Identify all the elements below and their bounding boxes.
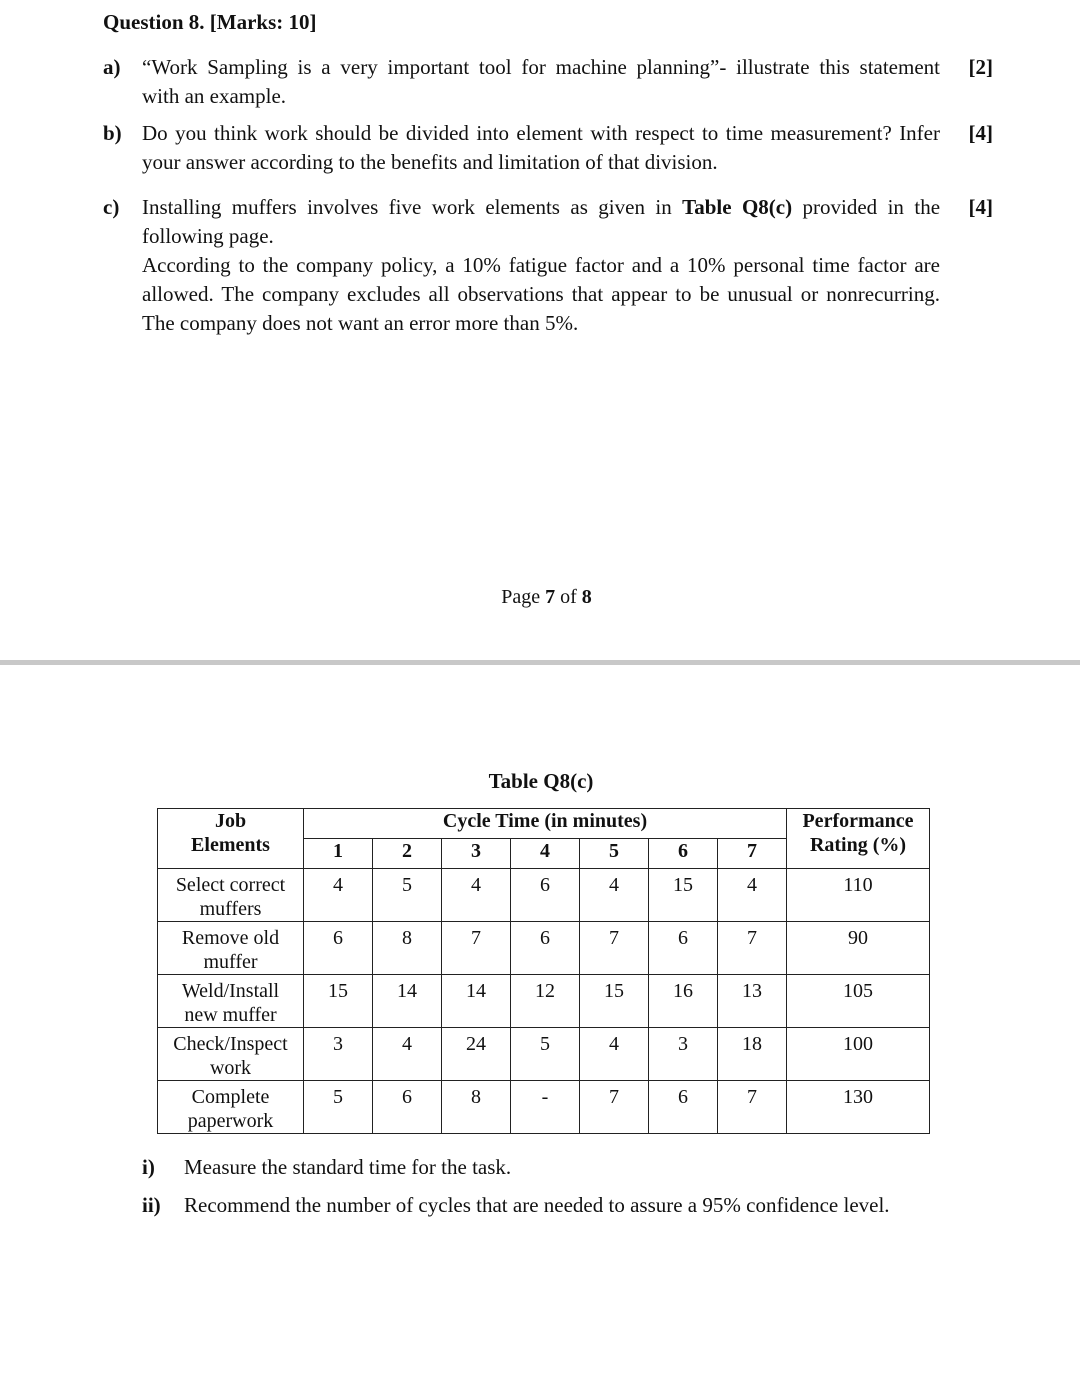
subquestion-text: Recommend the number of cycles that are needed to assure a 95% confidence level.	[184, 1193, 890, 1217]
table-row	[158, 1081, 930, 1134]
page-7	[0, 0, 1080, 660]
cycle-time-cell: 12	[511, 975, 580, 1028]
footer-current-page: 7	[545, 586, 556, 608]
footer-of: of	[560, 586, 577, 608]
cycle-time-cell: 6	[649, 922, 718, 975]
cycle-time-cell: 7	[442, 922, 511, 975]
cycle-time-cell: 16	[649, 975, 718, 1028]
header-cycle-7: 7	[718, 839, 787, 869]
job-element-cell: Select correct muffers	[158, 869, 304, 922]
header-cycle-2: 2	[373, 839, 442, 869]
header-cycle-1: 1	[304, 839, 373, 869]
part-text-line1: “Work Sampling is a very important tool for machine planning”- illustrate this statement	[142, 55, 940, 79]
part-marks: [4]	[968, 195, 993, 219]
table-title: Table Q8(c)	[488, 769, 594, 793]
job-element-cell: Complete paperwork	[158, 1081, 304, 1134]
job-element-cell: Weld/Install new muffer	[158, 975, 304, 1028]
cycle-time-cell: 5	[373, 869, 442, 922]
cycle-time-cell: 6	[304, 922, 373, 975]
rating-cell: 90	[787, 922, 930, 975]
question-title: Question 8. [Marks: 10]	[103, 10, 317, 34]
cycle-time-cell: 7	[718, 1081, 787, 1134]
footer-total-pages: 8	[581, 586, 592, 608]
header-cycle-5: 5	[580, 839, 649, 869]
header-cycle-time: Cycle Time (in minutes)	[304, 809, 787, 839]
part-text-line1: Do you think work should be divided into element with respect to time measurement? Infer	[142, 121, 940, 145]
cycle-time-cell: 8	[442, 1081, 511, 1134]
header-performance-rating: Performance Rating (%)	[787, 809, 930, 869]
cycle-time-cell: 7	[580, 1081, 649, 1134]
part-marks: [4]	[968, 121, 993, 145]
part-text	[142, 193, 940, 338]
cycle-time-cell: 6	[649, 1081, 718, 1134]
rating-cell: 110	[787, 869, 930, 922]
cycle-time-cell: 15	[649, 869, 718, 922]
header-cycle-3: 3	[442, 839, 511, 869]
part-text-paragraph: According to the company policy, a 10% fatigue factor and a 10% personal time factor are allowed. The company excludes all observations that appear to be unusual or nonrecurring. The company does not want an error more than 5%.	[142, 253, 940, 335]
part-letter: a)	[103, 55, 121, 79]
part-letter: b)	[103, 121, 122, 145]
subquestion-text: Measure the standard time for the task.	[184, 1155, 512, 1179]
rating-cell: 100	[787, 1028, 930, 1081]
cycle-time-cell: 7	[580, 922, 649, 975]
table-reference: Table Q8(c)	[682, 195, 793, 219]
cycle-time-cell: 6	[373, 1081, 442, 1134]
part-text-line2: your answer according to the benefits and limitation of that division.	[142, 150, 718, 174]
subquestion-number: i)	[142, 1155, 155, 1179]
cycle-time-cell: 6	[511, 869, 580, 922]
cycle-time-cell: 3	[649, 1028, 718, 1081]
page-footer	[0, 586, 1080, 609]
cycle-time-cell: 18	[718, 1028, 787, 1081]
part-text-line1: Installing muffers involves five work elements as given in Table Q8(c) provided in the	[142, 195, 941, 219]
cycle-time-cell: 4	[442, 869, 511, 922]
cycle-time-cell: 4	[580, 1028, 649, 1081]
cycle-time-cell: 24	[442, 1028, 511, 1081]
cycle-time-cell: -	[511, 1081, 580, 1134]
table-row	[158, 1028, 930, 1081]
part-letter: c)	[103, 195, 120, 219]
page-8	[0, 665, 1080, 1399]
part-marks: [2]	[968, 55, 993, 79]
rating-cell: 130	[787, 1081, 930, 1134]
cycle-time-cell: 7	[718, 922, 787, 975]
footer-prefix: Page	[501, 586, 541, 608]
part-text	[142, 119, 940, 177]
cycle-time-cell: 4	[304, 869, 373, 922]
cycle-time-cell: 4	[580, 869, 649, 922]
rating-cell: 105	[787, 975, 930, 1028]
cycle-time-cell: 3	[304, 1028, 373, 1081]
table-row	[158, 975, 930, 1028]
cycle-time-cell: 4	[373, 1028, 442, 1081]
question-part-c	[103, 193, 993, 343]
table-row	[158, 869, 930, 922]
part-text-line2: with an example.	[142, 84, 287, 108]
question-part-b	[103, 119, 993, 179]
part-text-line2: following page.	[142, 224, 274, 248]
cycle-time-cell: 8	[373, 922, 442, 975]
header-job-elements: Job Elements	[158, 809, 304, 869]
table-row	[158, 922, 930, 975]
cycle-time-cell: 4	[718, 869, 787, 922]
question-part-a	[103, 53, 993, 113]
job-element-cell: Check/Inspect work	[158, 1028, 304, 1081]
part-text	[142, 53, 940, 111]
cycle-time-cell: 6	[511, 922, 580, 975]
header-cycle-4: 4	[511, 839, 580, 869]
cycle-time-cell: 15	[580, 975, 649, 1028]
cycle-time-table	[157, 808, 930, 1134]
cycle-time-cell: 15	[304, 975, 373, 1028]
cycle-time-cell: 5	[304, 1081, 373, 1134]
cycle-time-cell: 5	[511, 1028, 580, 1081]
cycle-time-cell: 13	[718, 975, 787, 1028]
cycle-time-cell: 14	[442, 975, 511, 1028]
job-element-cell: Remove old muffer	[158, 922, 304, 975]
subquestion-number: ii)	[142, 1193, 161, 1217]
cycle-time-cell: 14	[373, 975, 442, 1028]
header-cycle-6: 6	[649, 839, 718, 869]
